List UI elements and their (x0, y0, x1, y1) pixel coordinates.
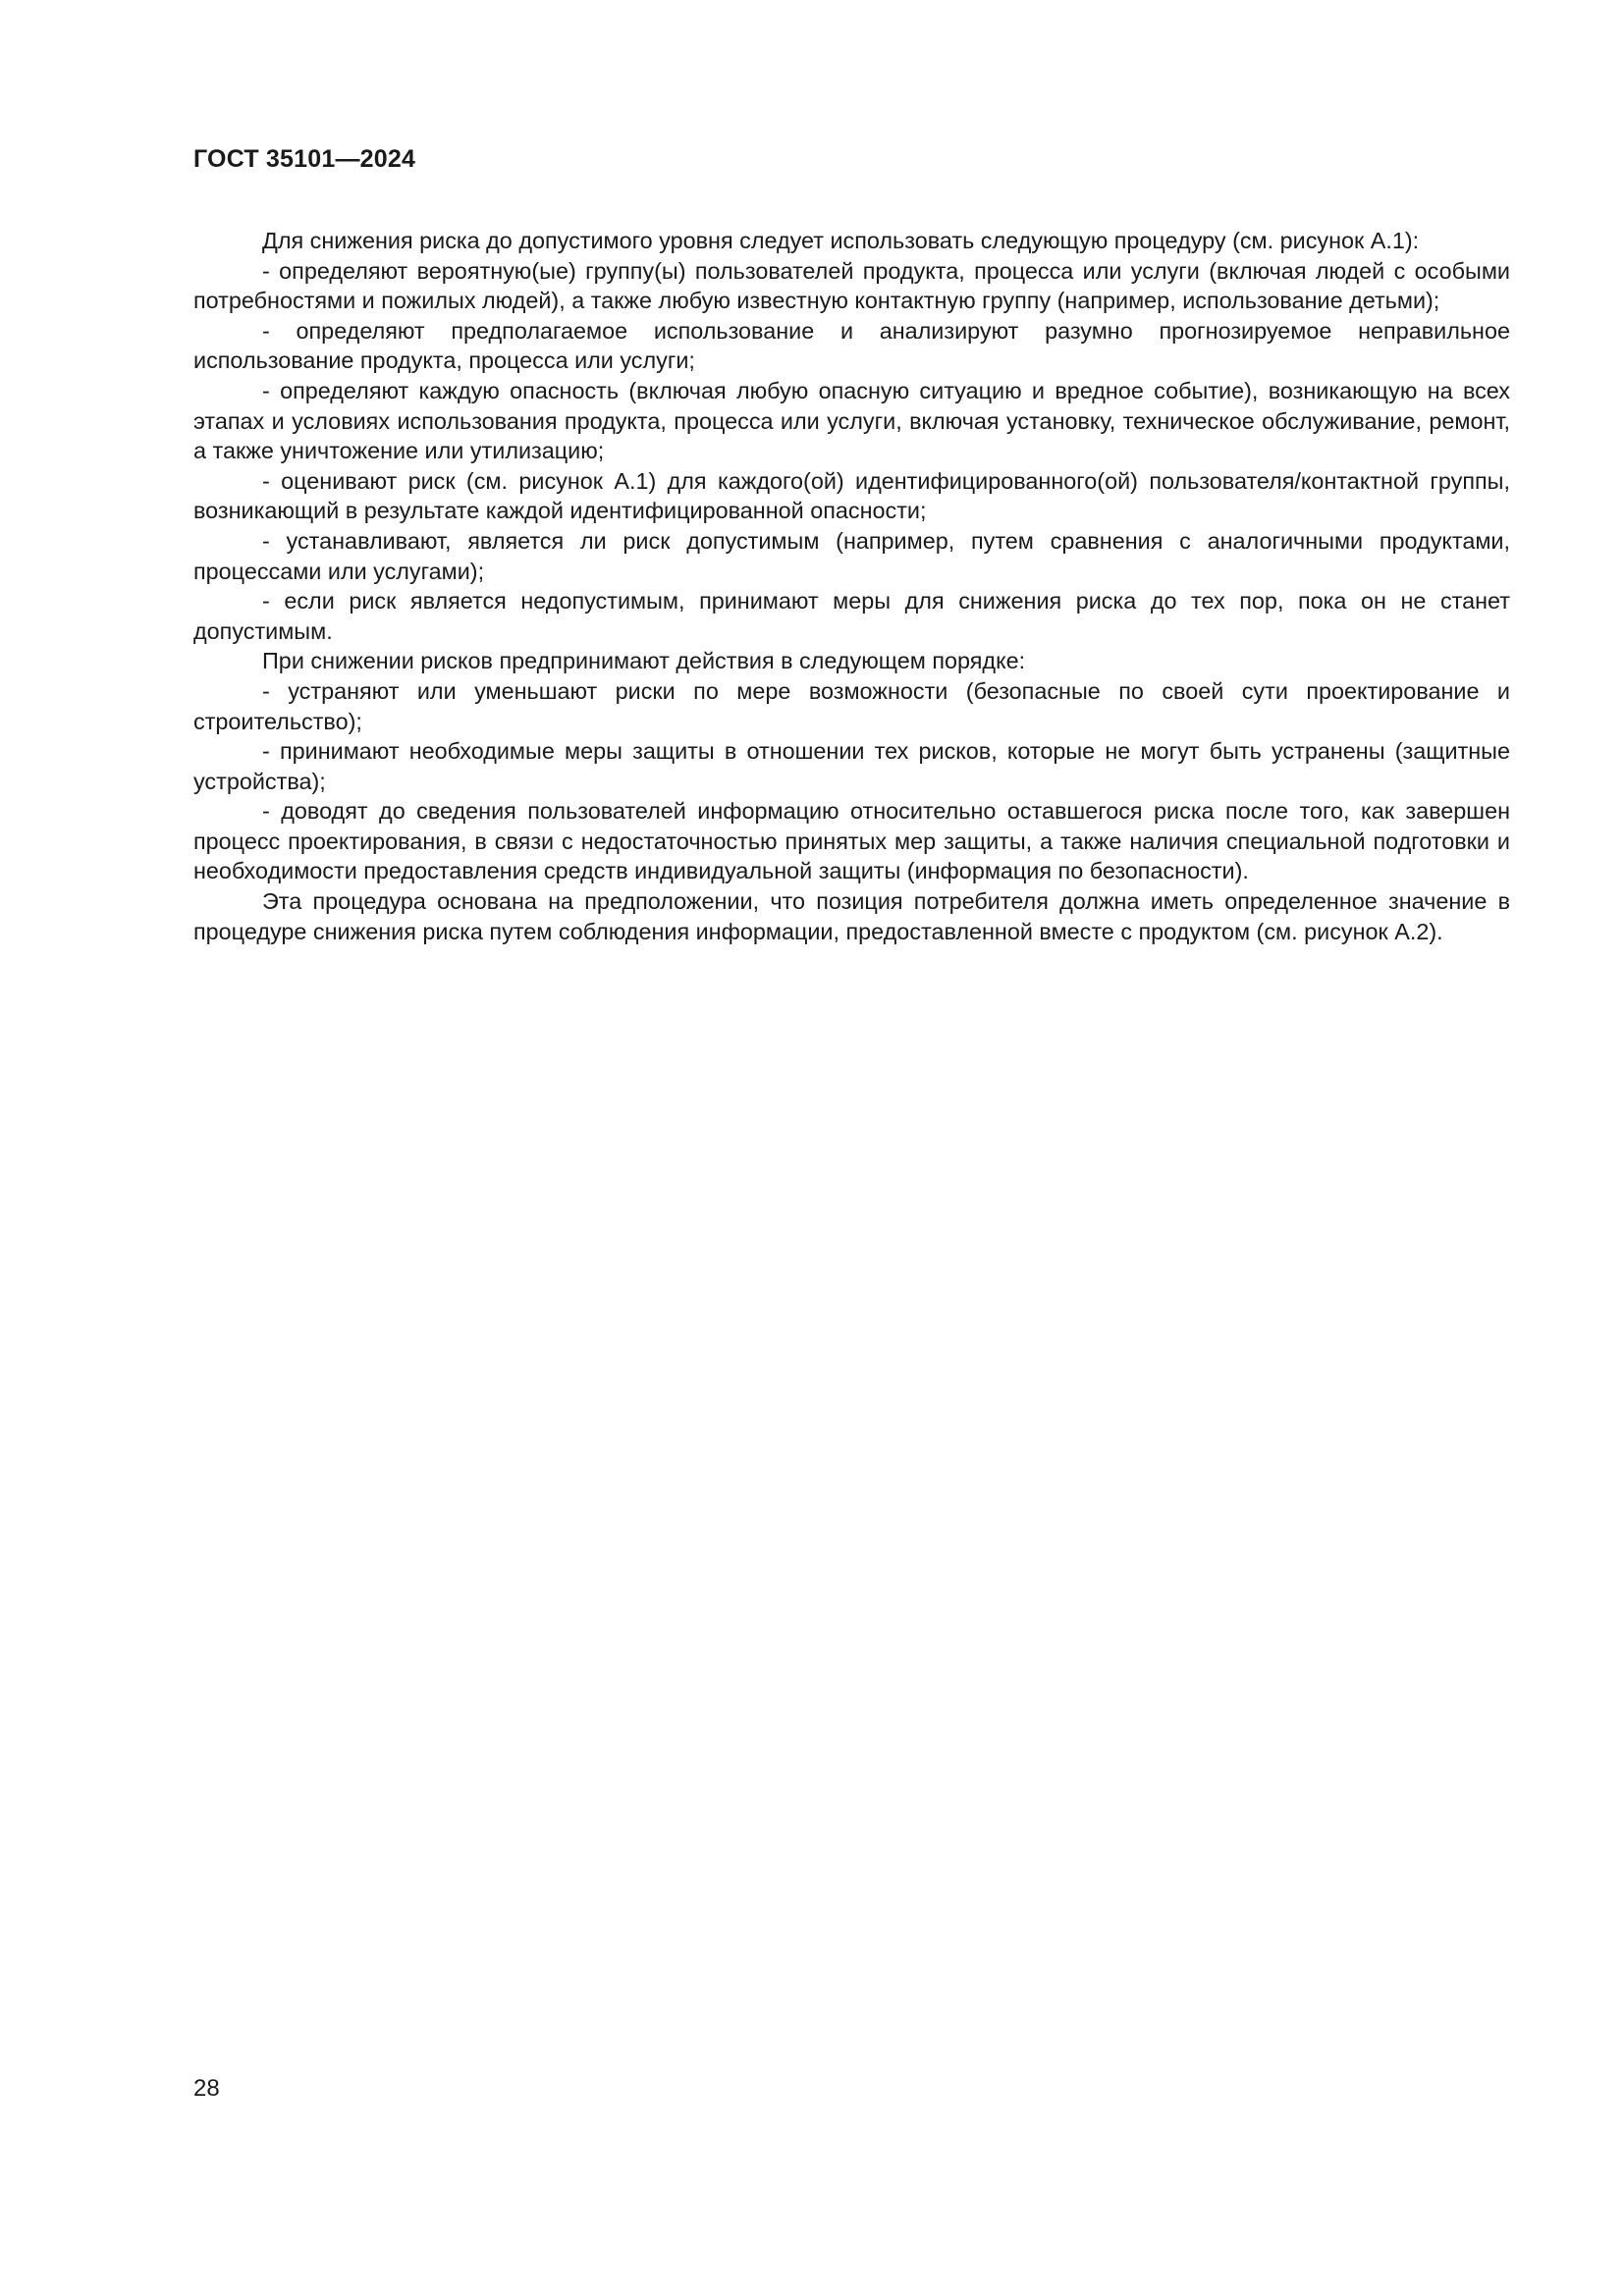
list-item: - определяют каждую опасность (включая любую опасную ситуацию и вредное событие), возникающую на всех этапах и условиях использования продукта, процесса или услуги, включая установку, техническое обслуживание, ремонт, а также уничтожение или утилизацию; (193, 377, 1510, 464)
closing-paragraph: Эта процедура основана на предположении, что позиция потребителя должна иметь определенное значение в процедуре снижения риска путем соблюдения информации, предоставленной вместе с продуктом (см. рисунок А.2). (193, 888, 1510, 944)
list-item: - принимают необходимые меры защиты в отношении тех рисков, которые не могут быть устранены (защитные устройства); (193, 738, 1510, 794)
body-text (193, 226, 1510, 946)
standard-header: ГОСТ 35101—2024 (193, 145, 416, 173)
intro-paragraph: Для снижения риска до допустимого уровня следует использовать следующую процедуру (см. рисунок А.1): (262, 228, 1420, 253)
list-item: - определяют предполагаемое использование и анализируют разумно прогнозируемое неправильное использование продукта, процесса или услуги; (193, 317, 1510, 374)
list-item: - устраняют или уменьшают риски по мере возможности (безопасные по своей сути проектирование и строительство); (193, 677, 1510, 734)
order-paragraph: При снижении рисков предпринимают действия в следующем порядке: (262, 648, 1026, 674)
list-item: - устанавливают, является ли риск допустимым (например, путем сравнения с аналогичными продуктами, процессами или услугами); (193, 527, 1510, 584)
list-item: - оценивают риск (см. рисунок А.1) для каждого(ой) идентифицированного(ой) пользователя/контактной группы, возникающий в результате каждой идентифицированной опасности; (193, 467, 1510, 524)
list-item: - если риск является недопустимым, принимают меры для снижения риска до тех пор, пока он не станет допустимым. (193, 588, 1510, 644)
list-item: - определяют вероятную(ые) группу(ы) пользователей продукта, процесса или услуги (включая людей с особыми потребностями и пожилых людей), а также любую известную контактную группу (например, использование детьми); (193, 257, 1510, 314)
list-item: - доводят до сведения пользователей информацию относительно оставшегося риска после того, как завершен процесс проектирования, в связи с недостаточностью принятых мер защиты, а также наличия специальной подготовки и необходимости предоставления средств индивидуальной защиты (информация по безопасности). (193, 798, 1510, 884)
page-number: 28 (193, 2075, 220, 2102)
